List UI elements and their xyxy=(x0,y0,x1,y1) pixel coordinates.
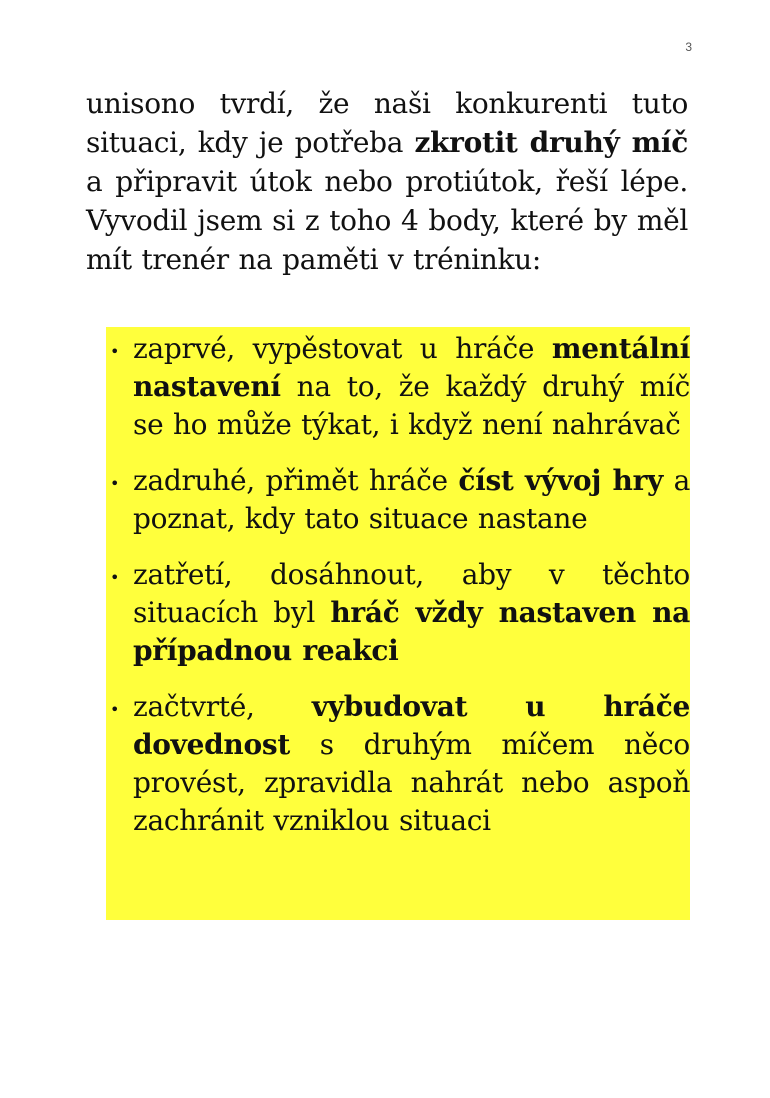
page-number: 3 xyxy=(685,40,692,54)
list-item-bold: vybudovat u hráče dovednost xyxy=(133,690,690,761)
list-item-1 xyxy=(106,330,690,444)
intro-text-2: a připravit útok nebo protiútok, řeší lépe. Vyvodil jsem si z toho 4 body, které by měl mít trenér na paměti v tréninku: xyxy=(86,165,688,276)
list-item-text-after: a poznat, kdy tato situace nastane xyxy=(133,464,690,535)
list-item-3 xyxy=(106,556,690,670)
list-item-text-before: zadruhé, přimět hráče xyxy=(133,464,459,497)
list-item-text-before: zaprvé, vypěstovat u hráče xyxy=(133,332,552,365)
intro-bold-phrase: zkrotit druhý míč xyxy=(414,126,689,159)
list-item-4 xyxy=(106,688,690,840)
list-item-text-before: začtvrté, xyxy=(133,690,312,723)
list-item-text xyxy=(133,462,690,538)
list-item-text-after: na to, že každý druhý míč se ho může týkat, i když není nahrávač xyxy=(133,370,690,441)
list-item-bold: hráč vždy nastaven na případnou reakci xyxy=(133,596,691,667)
list-item-bold: mentální nastavení xyxy=(133,332,690,403)
bullet-icon: • xyxy=(110,474,120,493)
list-item-text xyxy=(133,688,690,840)
list-item-bold: číst vývoj hry xyxy=(458,464,664,497)
list-item-text-after: s druhým míčem něco provést, zpravidla nahrát nebo aspoň zachránit vzniklou situaci xyxy=(133,728,690,837)
intro-paragraph xyxy=(86,84,688,279)
intro-text-1: unisono tvrdí, že naši konkurenti tuto situaci, kdy je potřeba xyxy=(86,87,688,159)
bullet-list xyxy=(106,330,690,858)
bullet-icon: • xyxy=(110,568,120,587)
bullet-icon: • xyxy=(110,342,120,361)
bullet-icon: • xyxy=(110,700,120,719)
list-item-text xyxy=(133,330,690,444)
list-item-text xyxy=(133,556,690,670)
list-item-text-before: zatřetí, dosáhnout, aby v těchto situacích byl xyxy=(133,558,690,629)
list-item-2 xyxy=(106,462,690,538)
